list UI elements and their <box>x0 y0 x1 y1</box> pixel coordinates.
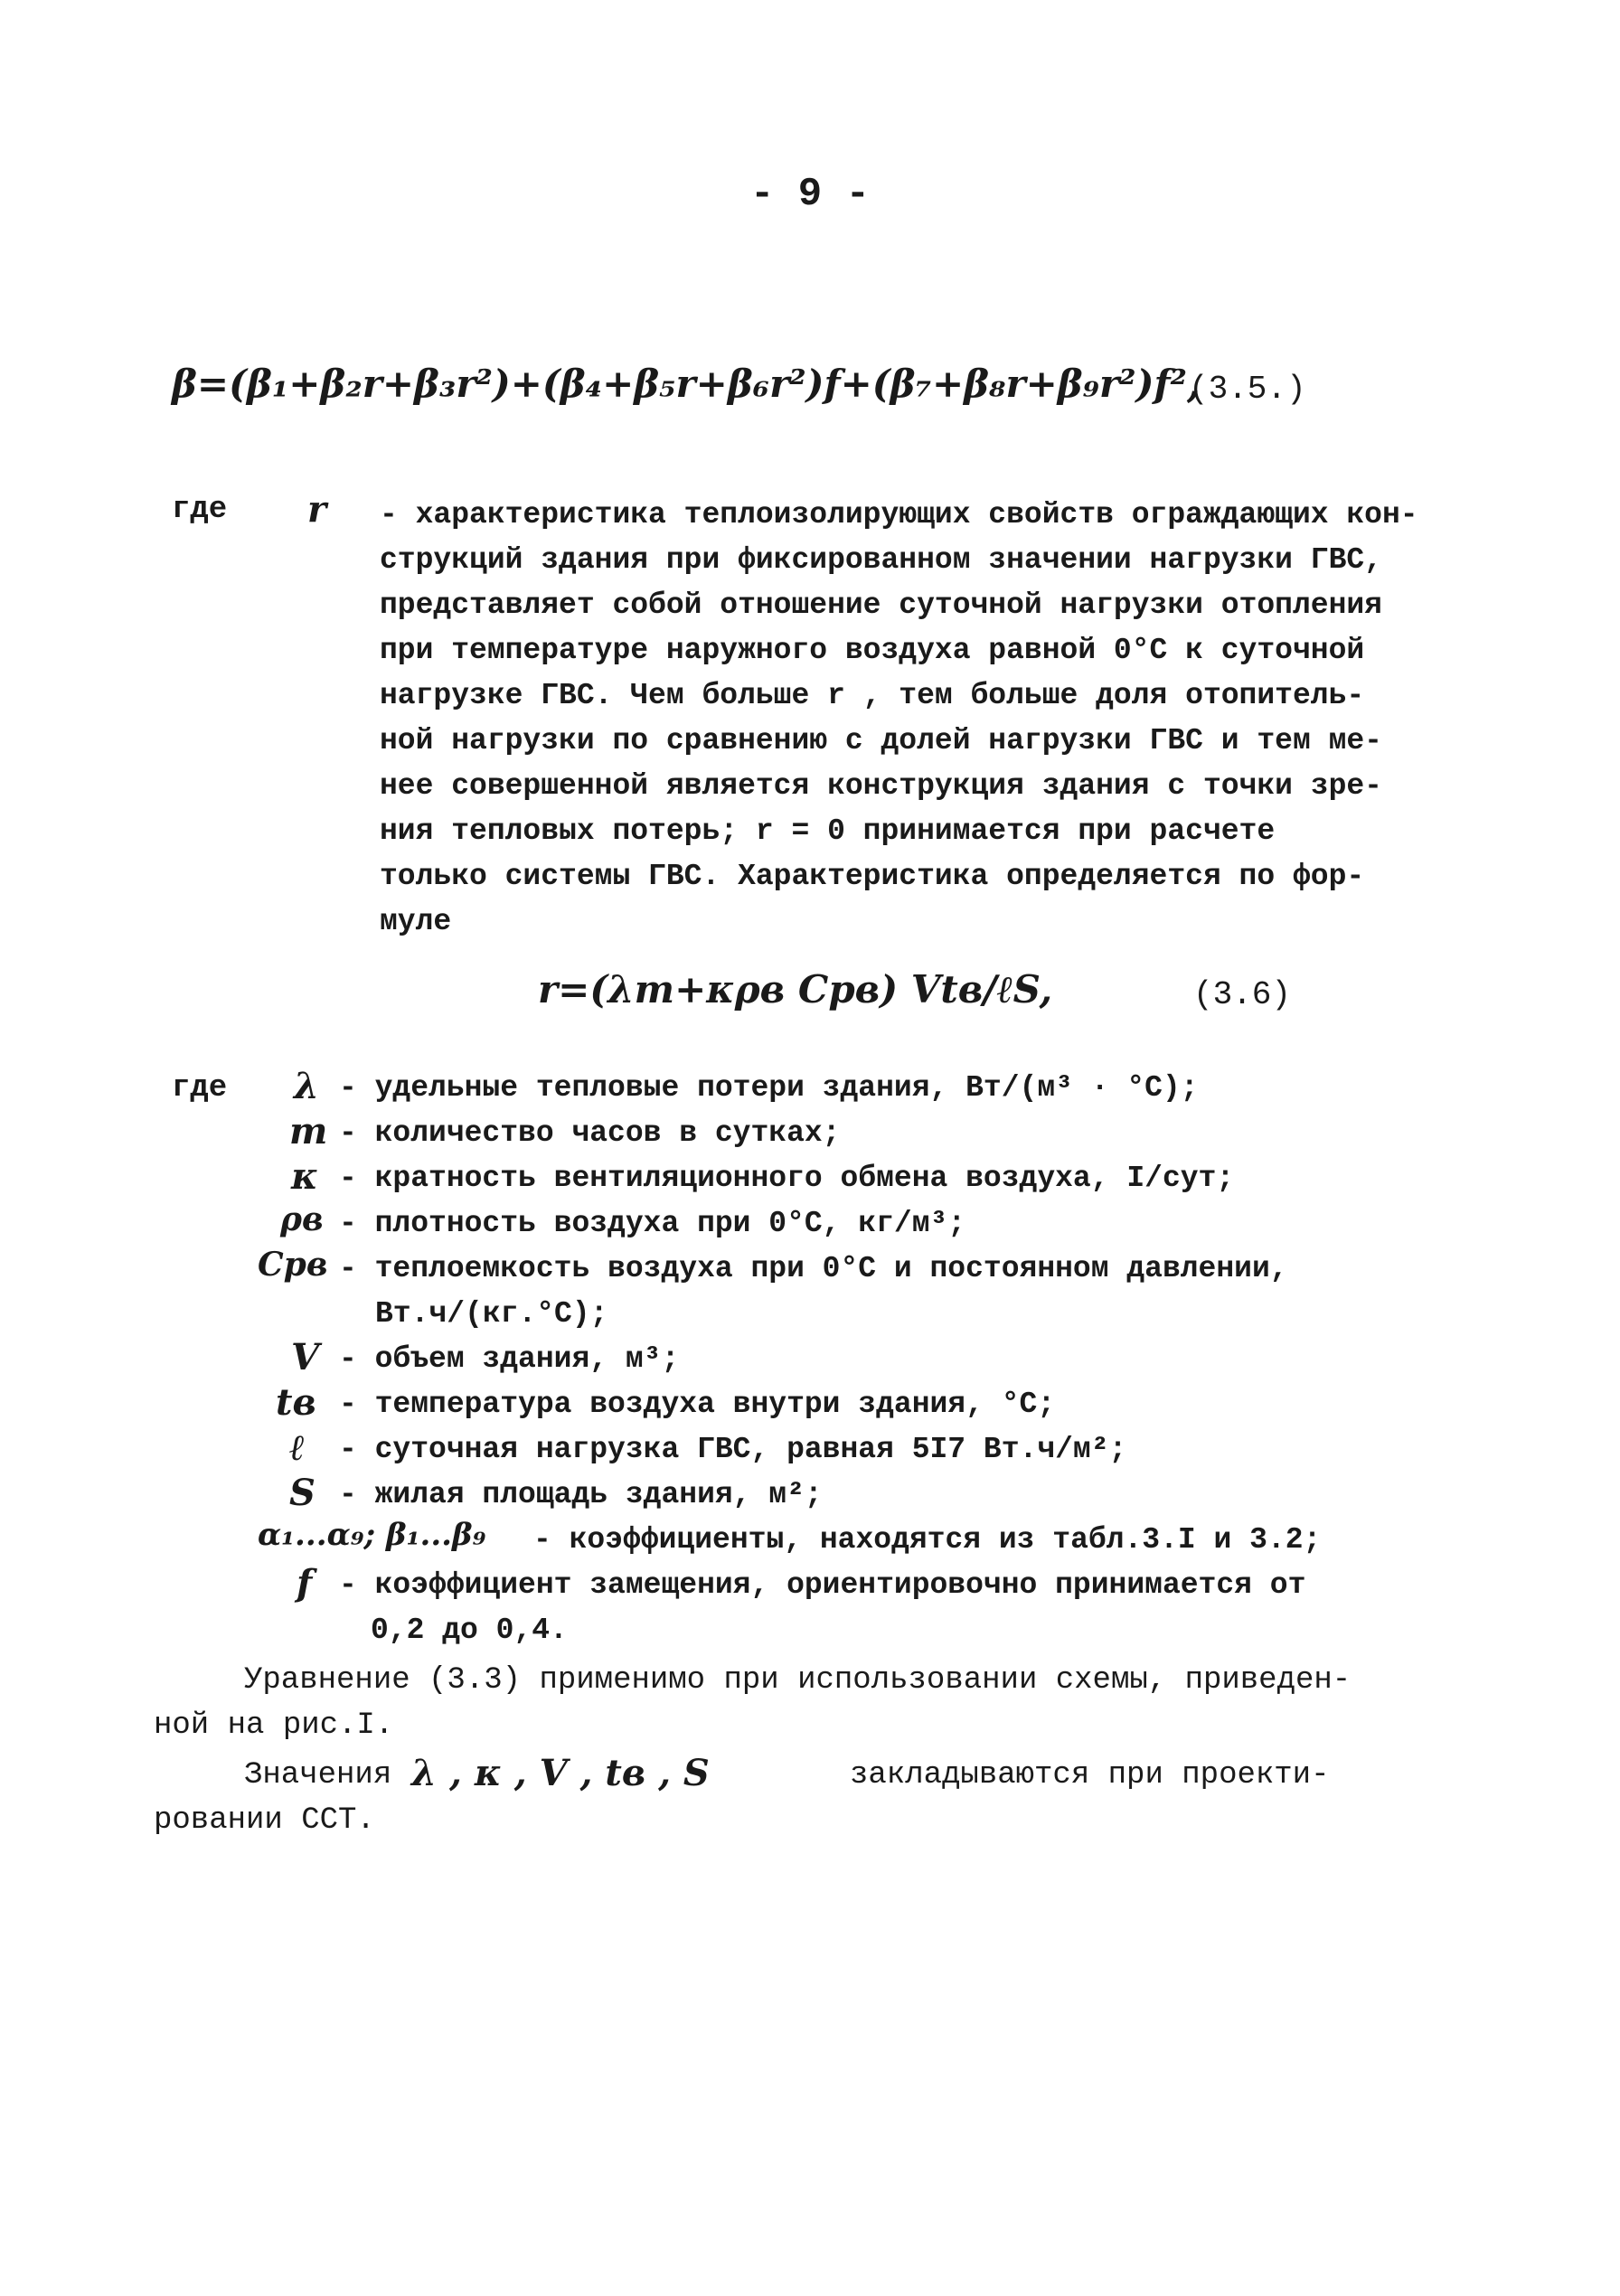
equation-number-3-5: (3.5.) <box>1189 371 1306 408</box>
def-text: - жилая площадь здания, м²; <box>339 1478 823 1511</box>
paragraph-2-symbols: λ , κ , V , tв , S <box>411 1752 710 1794</box>
def-symbol: α₁...α₉; β₁...β₉ <box>258 1517 486 1553</box>
def-text: - коэффициент замещения, ориентировочно принимается от <box>339 1568 1306 1602</box>
def-text: - кратность вентиляционного обмена воздуха, I/сут; <box>339 1162 1235 1195</box>
r-description-line: - характеристика теплоизолирующих свойств ограждающих кон- <box>380 498 1418 532</box>
r-description-line: нагрузке ГВС. Чем больше r , тем больше доля отопитель- <box>380 679 1365 712</box>
paragraph-2-tail: закладываются при проекти- <box>850 1758 1330 1793</box>
def-symbol: tв <box>276 1381 316 1424</box>
r-description-line: ния тепловых потерь; r = 0 принимается при расчете <box>380 814 1276 848</box>
def-text: - удельные тепловые потери здания, Вт/(м³ · °С); <box>339 1071 1199 1105</box>
def-symbol: f <box>297 1562 313 1604</box>
where-label: где <box>172 493 228 527</box>
paragraph-1-line: ной на рис.I. <box>154 1708 394 1743</box>
paragraph-1-line: Уравнение (3.3) применимо при использовании схемы, приведен- <box>244 1663 1352 1698</box>
def-symbol: κ <box>291 1155 318 1198</box>
def-text: - суточная нагрузка ГВС, равная 5I7 Вт.ч/м²; <box>339 1433 1127 1466</box>
equation-number-3-6: (3.6) <box>1193 976 1292 1013</box>
def-text: - объем здания, м³; <box>339 1342 680 1376</box>
r-description-line: при температуре наружного воздуха равной 0°С к суточной <box>380 634 1365 667</box>
r-description-line: струкций здания при фиксированном значении нагрузки ГВС, <box>380 543 1382 577</box>
r-description-line: ной нагрузки по сравнению с долей нагрузки ГВС и тем ме- <box>380 724 1382 757</box>
r-description-line: только системы ГВС. Характеристика определяется по фор- <box>380 860 1365 893</box>
def-text: - теплоемкость воздуха при 0°С и постоянном давлении, <box>339 1252 1288 1285</box>
def-symbol: m <box>289 1110 328 1153</box>
r-description-line: муле <box>380 905 452 938</box>
formula-3-6: r=(λm+κρв Cpв) Vtв/ℓS, <box>538 967 1053 1012</box>
def-symbol: Cpв <box>258 1246 328 1284</box>
paragraph-2-line: ровании ССТ. <box>154 1803 375 1838</box>
def-text: - плотность воздуха при 0°С, кг/м³; <box>339 1207 966 1240</box>
def-symbol: S <box>289 1472 316 1514</box>
def-text-continuation: 0,2 до 0,4. <box>371 1614 568 1647</box>
page-number: - 9 - <box>749 172 871 217</box>
where-label-2: где <box>172 1071 228 1106</box>
r-description <box>380 493 1418 945</box>
r-description-line: нее совершенной является конструкция здания с точки зре- <box>380 769 1382 803</box>
formula-3-5: β=(β₁+β₂r+β₃r²)+(β₄+β₅r+β₆r²)f+(β₇+β₈r+β₉r²)f², <box>172 362 1201 406</box>
def-text: - коэффициенты, находятся из табл.3.I и 3.2; <box>533 1523 1322 1557</box>
def-text-continuation: Вт.ч/(кг.°С); <box>375 1297 608 1331</box>
def-text: - количество часов в сутках; <box>339 1116 841 1150</box>
paragraph-2-lead: Значения <box>244 1758 392 1793</box>
r-description-line: представляет собой отношение суточной нагрузки отопления <box>380 588 1382 622</box>
def-symbol: V <box>291 1336 320 1379</box>
def-symbol: ℓ <box>289 1426 306 1469</box>
def-symbol: ρв <box>280 1200 324 1238</box>
r-symbol: r <box>307 488 327 531</box>
def-text: - температура воздуха внутри здания, °С; <box>339 1388 1056 1421</box>
def-symbol: λ <box>294 1065 320 1107</box>
